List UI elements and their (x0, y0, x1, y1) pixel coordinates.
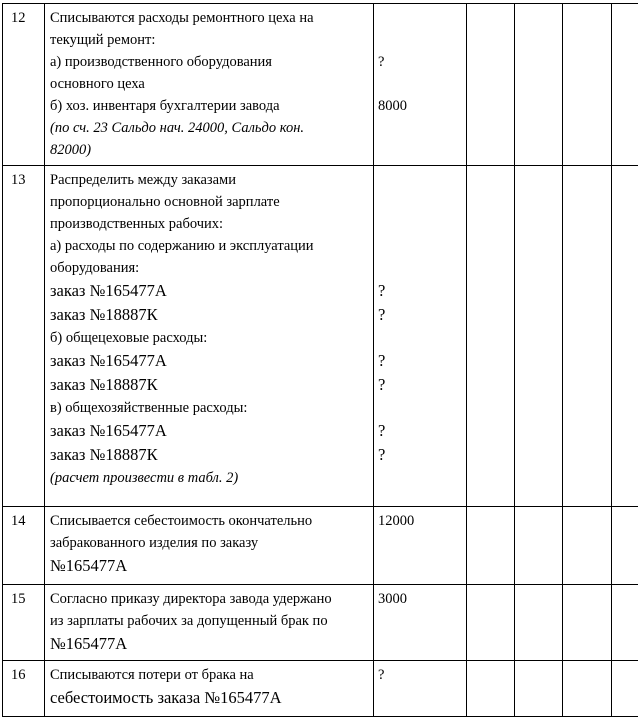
order-line: №165477А (50, 556, 128, 575)
description-line: производственных рабочих: (50, 216, 224, 232)
amount-value: ? (378, 54, 385, 70)
description-note: 82000) (50, 142, 92, 158)
amount-value: ? (378, 351, 386, 370)
description-line: пропорционально основной зарплате (50, 194, 280, 210)
row-amount (374, 585, 467, 661)
order-line: себестоимость заказа №165477А (50, 688, 282, 707)
row-number: 15 (3, 585, 45, 661)
table-row (3, 585, 638, 661)
description-line: б) общецеховые расходы: (50, 330, 208, 346)
row-amount (374, 166, 467, 507)
row-number: 14 (3, 507, 45, 585)
empty-cell (515, 166, 563, 507)
amount-value: ? (378, 667, 385, 683)
row-amount (374, 4, 467, 166)
empty-cell (515, 585, 563, 661)
description-note: (по сч. 23 Сальдо нач. 24000, Сальдо кон. (50, 120, 305, 136)
empty-cell (467, 585, 515, 661)
description-line: оборудования: (50, 260, 140, 276)
empty-cell (467, 661, 515, 717)
description-line: а) расходы по содержанию и эксплуатации (50, 238, 314, 254)
empty-cell (467, 166, 515, 507)
empty-cell (563, 661, 612, 717)
row-amount (374, 661, 467, 717)
amount-value: 8000 (378, 98, 407, 114)
table-row (3, 4, 638, 166)
amount-value: 3000 (378, 591, 407, 607)
order-line: заказ №165477А (50, 351, 167, 370)
description-line: б) хоз. инвентаря бухгалтерии завода (50, 98, 280, 114)
order-line: заказ №18887К (50, 305, 158, 324)
table-row (3, 661, 638, 717)
row-description (45, 4, 374, 166)
empty-cell (612, 166, 638, 507)
empty-cell (563, 4, 612, 166)
row-number: 12 (3, 4, 45, 166)
order-line: №165477А (50, 634, 128, 653)
order-line: заказ №18887К (50, 375, 158, 394)
empty-cell (563, 166, 612, 507)
empty-cell (467, 4, 515, 166)
amount-value: ? (378, 375, 386, 394)
empty-cell (467, 507, 515, 585)
ledger-table (2, 3, 638, 717)
amount-value: ? (378, 445, 386, 464)
empty-cell (612, 661, 638, 717)
empty-cell (515, 507, 563, 585)
row-description (45, 661, 374, 717)
amount-value: 12000 (378, 513, 415, 529)
description-line: Списывается себестоимость окончательно (50, 513, 313, 529)
description-line: Распределить между заказами (50, 172, 236, 188)
description-line: текущий ремонт: (50, 32, 156, 48)
empty-cell (612, 507, 638, 585)
description-line: из зарплаты рабочих за допущенный брак по (50, 613, 328, 629)
description-line: в) общехозяйственные расходы: (50, 400, 248, 416)
empty-cell (612, 585, 638, 661)
empty-cell (515, 661, 563, 717)
description-line: основного цеха (50, 76, 145, 92)
amount-value: ? (378, 281, 386, 300)
empty-cell (612, 4, 638, 166)
description-line: забракованного изделия по заказу (50, 535, 259, 551)
row-description (45, 585, 374, 661)
description-note: (расчет произвести в табл. 2) (50, 470, 239, 486)
empty-cell (563, 585, 612, 661)
description-line: Списываются потери от брака на (50, 667, 254, 683)
order-line: заказ №165477А (50, 281, 167, 300)
row-number: 16 (3, 661, 45, 717)
table-row (3, 507, 638, 585)
empty-cell (515, 4, 563, 166)
row-amount (374, 507, 467, 585)
description-line: Согласно приказу директора завода удержано (50, 591, 332, 607)
description-line: а) производственного оборудования (50, 54, 272, 70)
row-number: 13 (3, 166, 45, 507)
order-line: заказ №18887К (50, 445, 158, 464)
row-description (45, 166, 374, 507)
table-row (3, 166, 638, 507)
description-line: Списываются расходы ремонтного цеха на (50, 10, 314, 26)
row-description (45, 507, 374, 585)
order-line: заказ №165477А (50, 421, 167, 440)
amount-value: ? (378, 305, 386, 324)
amount-value: ? (378, 421, 386, 440)
empty-cell (563, 507, 612, 585)
